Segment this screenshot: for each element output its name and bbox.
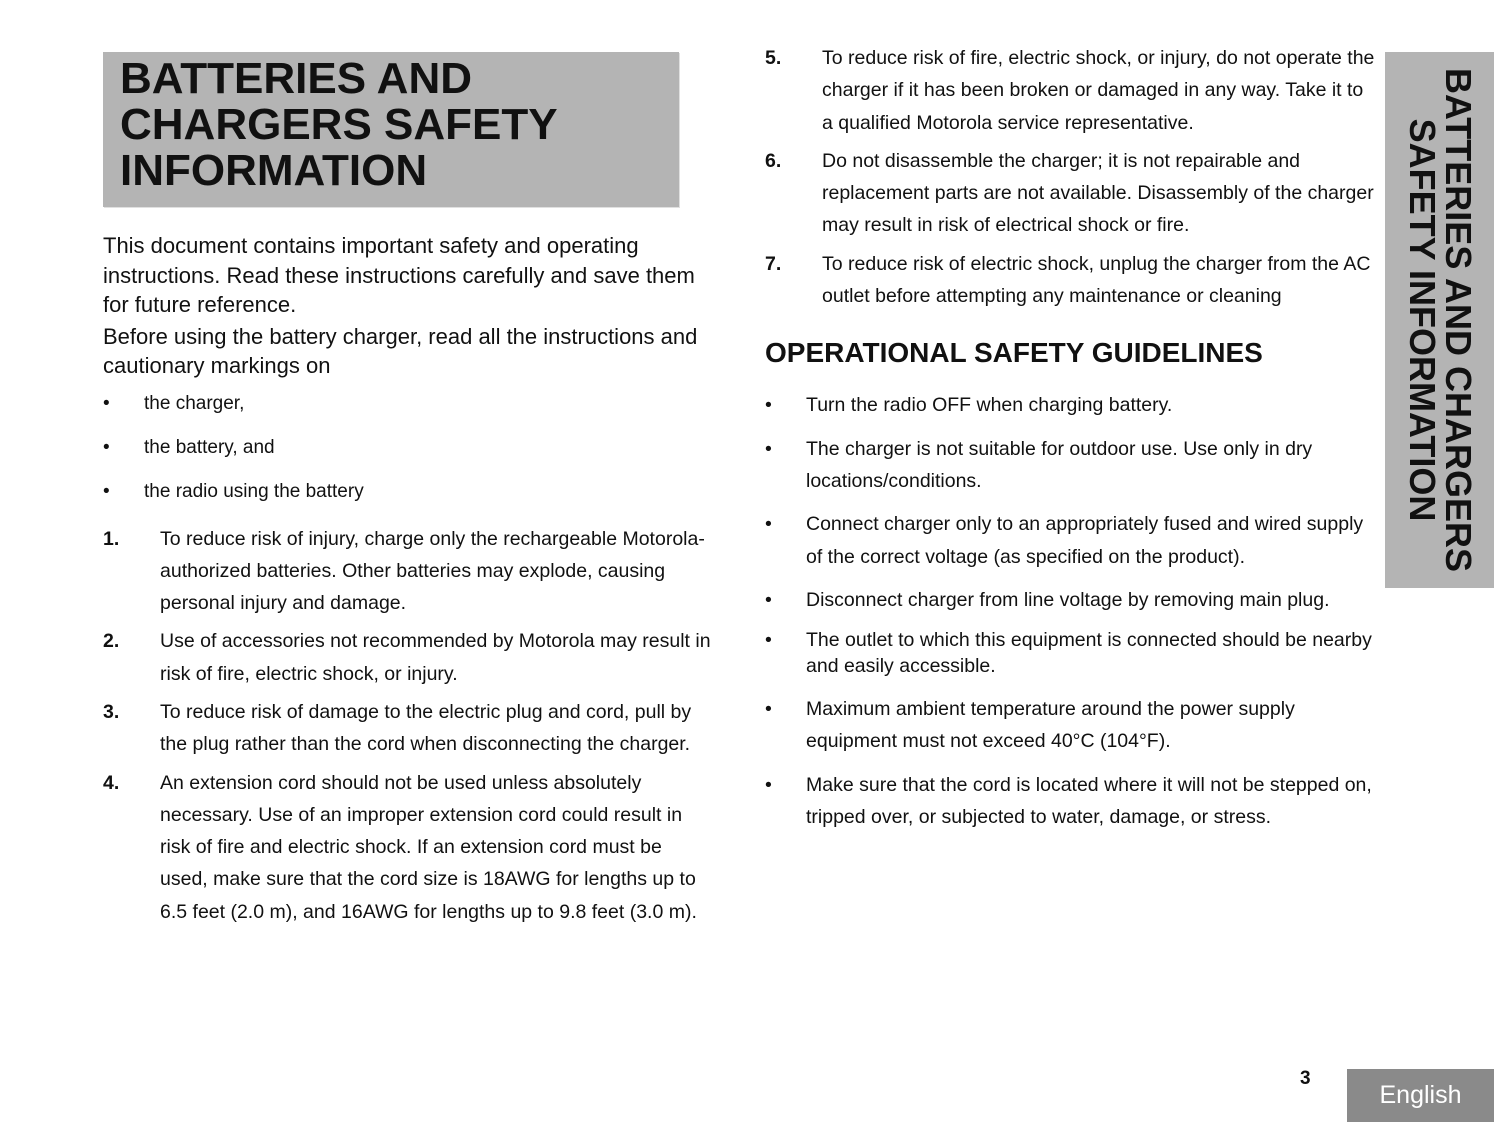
- item-number: 1.: [103, 527, 120, 550]
- intro-paragraph: This document contains important safety and operating instructions. Read these instructions carefully and save them for future reference.: [103, 233, 695, 317]
- side-tab-line: SAFETY INFORMATION: [1401, 118, 1443, 522]
- list-item: [765, 627, 1375, 679]
- language-tab: English: [1347, 1069, 1494, 1122]
- item-number: 5.: [765, 47, 782, 69]
- numbered-item: [103, 696, 713, 761]
- numbered-item: [103, 625, 713, 690]
- item-text: To reduce risk of injury, charge only the rechargeable Motorola-authorized batteries. Other batteries may explode, causing personal injury and damage.: [160, 527, 705, 615]
- item-number: 4.: [103, 771, 120, 794]
- list-item: [103, 391, 713, 417]
- list-item: [765, 508, 1375, 573]
- title-line: BATTERIES AND: [120, 54, 472, 103]
- bullet-icon: •: [765, 588, 772, 611]
- list-item-text: the charger,: [144, 392, 245, 414]
- list-item-text: the battery, and: [144, 436, 275, 458]
- bullet-icon: •: [765, 513, 772, 536]
- item-text: An extension cord should not be used unless absolutely necessary. Use of an improper extension cord could result in risk of fire and electric shock. If an extension cord must be used, make sure that the cord size is 18AWG for lengths up to 6.5 feet (2.0 m), and 16AWG for lengths up to 9.8 feet (3.0 m).: [160, 771, 697, 923]
- list-item-text: the radio using the battery: [144, 480, 364, 502]
- numbered-item: [103, 523, 713, 620]
- page-title: [120, 56, 679, 194]
- operational-guidelines-list: [765, 389, 1375, 833]
- safety-instructions-list-continued: [765, 42, 1375, 312]
- item-text: Do not disassemble the charger; it is not repairable and replacement parts are not available. Disassembly of the charger may result in risk of electrical shock or fire.: [822, 149, 1374, 237]
- list-item: [765, 693, 1375, 758]
- title-box: [103, 52, 679, 207]
- item-number: 3.: [103, 700, 120, 723]
- list-item-text: The outlet to which this equipment is connected should be nearby and easily accessible.: [806, 629, 1372, 678]
- bullet-icon: •: [765, 394, 772, 417]
- bullet-icon: •: [103, 436, 110, 458]
- marking-list: [103, 391, 713, 505]
- numbered-item: [765, 248, 1375, 313]
- item-number: 6.: [765, 149, 782, 172]
- list-item-text: Make sure that the cord is located where it will not be stepped on, tripped over, or subjected to water, damage, or stress.: [806, 773, 1372, 829]
- list-item: [103, 479, 713, 505]
- bullet-icon: •: [765, 629, 772, 652]
- section-side-tab: [1385, 52, 1494, 588]
- numbered-item: [765, 145, 1375, 242]
- list-item: [765, 584, 1375, 616]
- list-item-text: Disconnect charger from line voltage by removing main plug.: [806, 588, 1330, 611]
- list-item: [765, 389, 1375, 421]
- page-number: 3: [1300, 1068, 1311, 1089]
- list-item-text: Connect charger only to an appropriately fused and wired supply of the correct voltage (as specified on the product).: [806, 513, 1364, 568]
- item-number: 7.: [765, 252, 782, 275]
- item-text: Use of accessories not recommended by Motorola may result in risk of fire, electric shock, or injury.: [160, 630, 711, 685]
- list-item-text: The charger is not suitable for outdoor use. Use only in dry locations/conditions.: [806, 437, 1313, 492]
- safety-instructions-list: [103, 523, 713, 929]
- item-number: 2.: [103, 630, 120, 653]
- item-text: To reduce risk of fire, electric shock, or injury, do not operate the charger if it has been broken or damaged in any way. Take it to a qualified Motorola service representative.: [822, 47, 1375, 134]
- left-column: [103, 231, 713, 934]
- title-line: INFORMATION: [120, 146, 428, 195]
- list-item: [765, 433, 1375, 498]
- title-line: CHARGERS SAFETY: [120, 100, 558, 149]
- operational-section-title: OPERATIONAL SAFETY GUIDELINES: [765, 337, 1263, 369]
- list-item-text: Turn the radio OFF when charging battery.: [806, 394, 1173, 417]
- side-tab-label: [1401, 60, 1479, 580]
- list-item: [765, 769, 1375, 834]
- intro-paragraph: Before using the battery charger, read all the instructions and cautionary markings on: [103, 323, 698, 378]
- intro-text: [103, 231, 713, 381]
- bullet-icon: •: [765, 698, 772, 721]
- bullet-icon: •: [103, 392, 110, 414]
- bullet-icon: •: [765, 437, 772, 460]
- item-text: To reduce risk of electric shock, unplug the charger from the AC outlet before attempting any maintenance or cleaning: [822, 252, 1371, 308]
- list-item-text: Maximum ambient temperature around the power supply equipment must not exceed 40°C (104°F).: [806, 698, 1295, 753]
- list-item: [103, 435, 713, 461]
- side-tab-line: BATTERIES AND CHARGERS: [1437, 67, 1479, 573]
- numbered-item: [103, 767, 713, 928]
- right-column: [765, 42, 1375, 844]
- item-text: To reduce risk of damage to the electric plug and cord, pull by the plug rather than the cord when disconnecting the charger.: [160, 700, 692, 756]
- numbered-item: [765, 42, 1375, 139]
- bullet-icon: •: [765, 773, 772, 796]
- bullet-icon: •: [103, 480, 110, 502]
